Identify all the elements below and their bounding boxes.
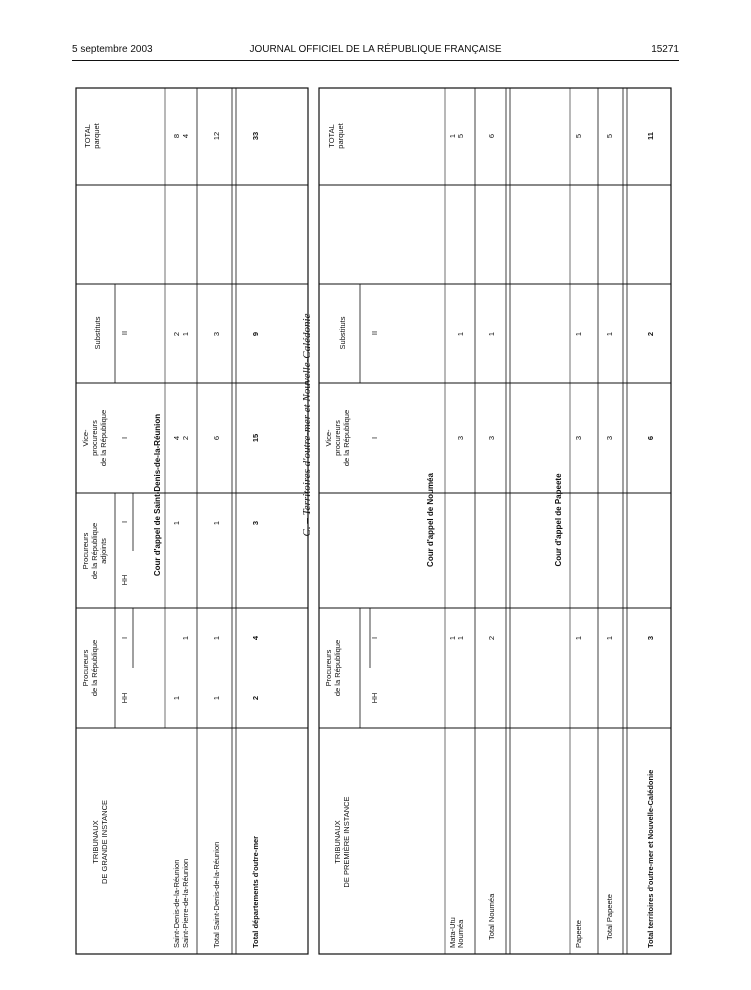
t1-head-tribunal-2: DE GRANDE INSTANCE <box>100 799 109 885</box>
t1-cell: 2 <box>181 435 190 441</box>
t2-cell: 3 <box>574 435 583 441</box>
t2-cell: 3 <box>646 635 655 641</box>
t2-head-tribunal-2: DE PREMIÈRE INSTANCE <box>342 796 351 888</box>
t1-cell: 33 <box>251 131 260 141</box>
t1-group-heading: Cour d'appel de Saint-Denis-de-la-Réunion <box>153 413 162 577</box>
t1-head-tribunal-1: TRIBUNAUX <box>91 820 100 864</box>
t2-subst-grade-ii: II <box>370 330 379 336</box>
t2-row-name: Papeete <box>574 920 583 948</box>
t2-cell: 1 <box>605 331 614 337</box>
t1-row-name: Saint-Denis-de-la-Réunion <box>172 859 181 948</box>
t1-cell: 1 <box>212 695 221 701</box>
t2-head-vice-2: procureurs <box>333 420 342 456</box>
t1-adj-grade-hh: HH <box>120 574 129 586</box>
t1-row-name: Saint-Pierre-de-la-Réunion <box>181 858 190 948</box>
t2-grade-i: I <box>370 636 379 640</box>
table2-frame <box>319 88 671 954</box>
svg-text:Vice-procureursde la Républiqu <box>81 410 108 466</box>
t2-cell: 1 <box>456 331 465 337</box>
t2-vice-grade-i: I <box>370 436 379 440</box>
svg-text:TOTALparquet <box>83 122 101 148</box>
t2-subtotal1-name: Total Nouméa <box>487 893 496 940</box>
t1-cell: 1 <box>172 520 181 526</box>
journal-title: JOURNAL OFFICIEL DE LA RÉPUBLIQUE FRANÇAISE <box>249 44 502 55</box>
t1-cell: 2 <box>172 331 181 337</box>
t2-cell: 1 <box>487 331 496 337</box>
t2-cell: 3 <box>456 435 465 441</box>
t2-cell: 1 <box>448 635 457 641</box>
t1-head-vice-3: de la République <box>99 409 108 467</box>
t1-subst-grade-ii: II <box>120 330 129 336</box>
t2-head-total-2: parquet <box>336 123 345 149</box>
t2-cell: 11 <box>646 132 655 140</box>
t2-row-name: Mata-Utu <box>448 917 457 948</box>
t1-head-adj-3: adjoints <box>99 538 108 564</box>
svg-text:TRIBUNAUXDE GRANDE INSTANCE <box>91 800 109 884</box>
t1-head-adj-1: Procureurs <box>81 532 90 570</box>
t1-cell: 1 <box>181 331 190 337</box>
svg-text:Vice-procureursde la Républiqu <box>324 410 351 466</box>
t1-grade-i: I <box>120 636 129 640</box>
t1-cell: 1 <box>172 695 181 701</box>
t1-cell: 1 <box>212 635 221 641</box>
t2-subtotal2-name: Total Papeete <box>605 894 614 940</box>
t1-cell: 1 <box>212 520 221 526</box>
t1-head-proc-2: de la République <box>90 639 99 697</box>
t1-cell: 15 <box>251 433 260 443</box>
t2-cell: 5 <box>574 133 583 139</box>
t2-cell: 1 <box>574 635 583 641</box>
t1-head-proc-1: Procureurs <box>81 649 90 687</box>
t1-subtotal-name: Total Saint-Denis-de-la-Réunion <box>212 841 221 948</box>
t1-adj-grade-i: I <box>120 520 129 524</box>
t1-head-vice-1: Vice- <box>81 429 90 447</box>
t2-total-name: Total territoires d'outre-mer et Nouvelle-Calédonie <box>646 769 655 948</box>
t1-head-subst: Substituts <box>93 316 102 350</box>
t2-head-subst: Substituts <box>338 316 347 350</box>
t1-cell: 9 <box>251 331 260 337</box>
svg-text:Procureursde la République <box>324 640 342 696</box>
t1-cell: 4 <box>172 435 181 441</box>
page-number: 15271 <box>651 44 679 55</box>
svg-text:TRIBUNAUXDE PREMIÈRE INSTANCE <box>333 796 351 887</box>
t2-grade-hh: HH <box>370 692 379 704</box>
t1-head-total-2: parquet <box>92 123 101 149</box>
t2-head-proc-2: de la République <box>333 639 342 697</box>
t2-cell: 1 <box>456 635 465 641</box>
t1-cell: 3 <box>251 520 260 526</box>
t2-cell: 2 <box>487 635 496 641</box>
t2-head-total-1: TOTAL <box>327 124 336 148</box>
t1-grade-hh: HH <box>120 692 129 704</box>
t2-head-vice-1: Vice- <box>324 429 333 447</box>
t1-cell: 8 <box>172 133 181 139</box>
page-date: 5 septembre 2003 <box>72 44 153 55</box>
t1-total-name: Total départements d'outre-mer <box>251 835 260 948</box>
t2-group2-heading: Cour d'appel de Papeete <box>554 473 563 567</box>
t1-cell: 2 <box>251 695 260 701</box>
section-title: C. – Territoires d'outre-mer et Nouvelle-Calédonie <box>301 313 313 537</box>
t1-cell: 6 <box>212 435 221 441</box>
t2-cell: 6 <box>487 133 496 139</box>
t1-cell: 4 <box>251 635 260 641</box>
t2-cell: 3 <box>487 435 496 441</box>
t1-cell: 1 <box>181 635 190 641</box>
t2-row-name: Nouméa <box>456 919 465 948</box>
t2-cell: 1 <box>448 133 457 139</box>
t1-head-vice-2: procureurs <box>90 420 99 456</box>
t1-head-adj-2: de la République <box>90 522 99 580</box>
svg-text:Procureursde la Républiqueadjo <box>81 523 108 579</box>
t1-cell: 3 <box>212 331 221 337</box>
t2-cell: 2 <box>646 331 655 337</box>
t2-cell: 5 <box>605 133 614 139</box>
t2-cell: 5 <box>456 133 465 139</box>
t2-cell: 1 <box>605 635 614 641</box>
t2-head-proc-1: Procureurs <box>324 649 333 687</box>
table1-frame <box>76 88 308 954</box>
t2-cell: 1 <box>574 331 583 337</box>
t2-head-tribunal-1: TRIBUNAUX <box>333 820 342 864</box>
svg-text:Procureursde la République <box>81 640 99 696</box>
t1-cell: 4 <box>181 133 190 139</box>
t1-vice-grade-i: I <box>120 436 129 440</box>
t1-cell: 12 <box>212 131 221 141</box>
t1-head-total-1: TOTAL <box>83 124 92 148</box>
t2-cell: 3 <box>605 435 614 441</box>
t2-group1-heading: Cour d'appel de Nouméa <box>426 473 435 567</box>
svg-text:TOTALparquet <box>327 122 345 148</box>
t2-cell: 6 <box>646 435 655 441</box>
t2-head-vice-3: de la République <box>342 409 351 467</box>
